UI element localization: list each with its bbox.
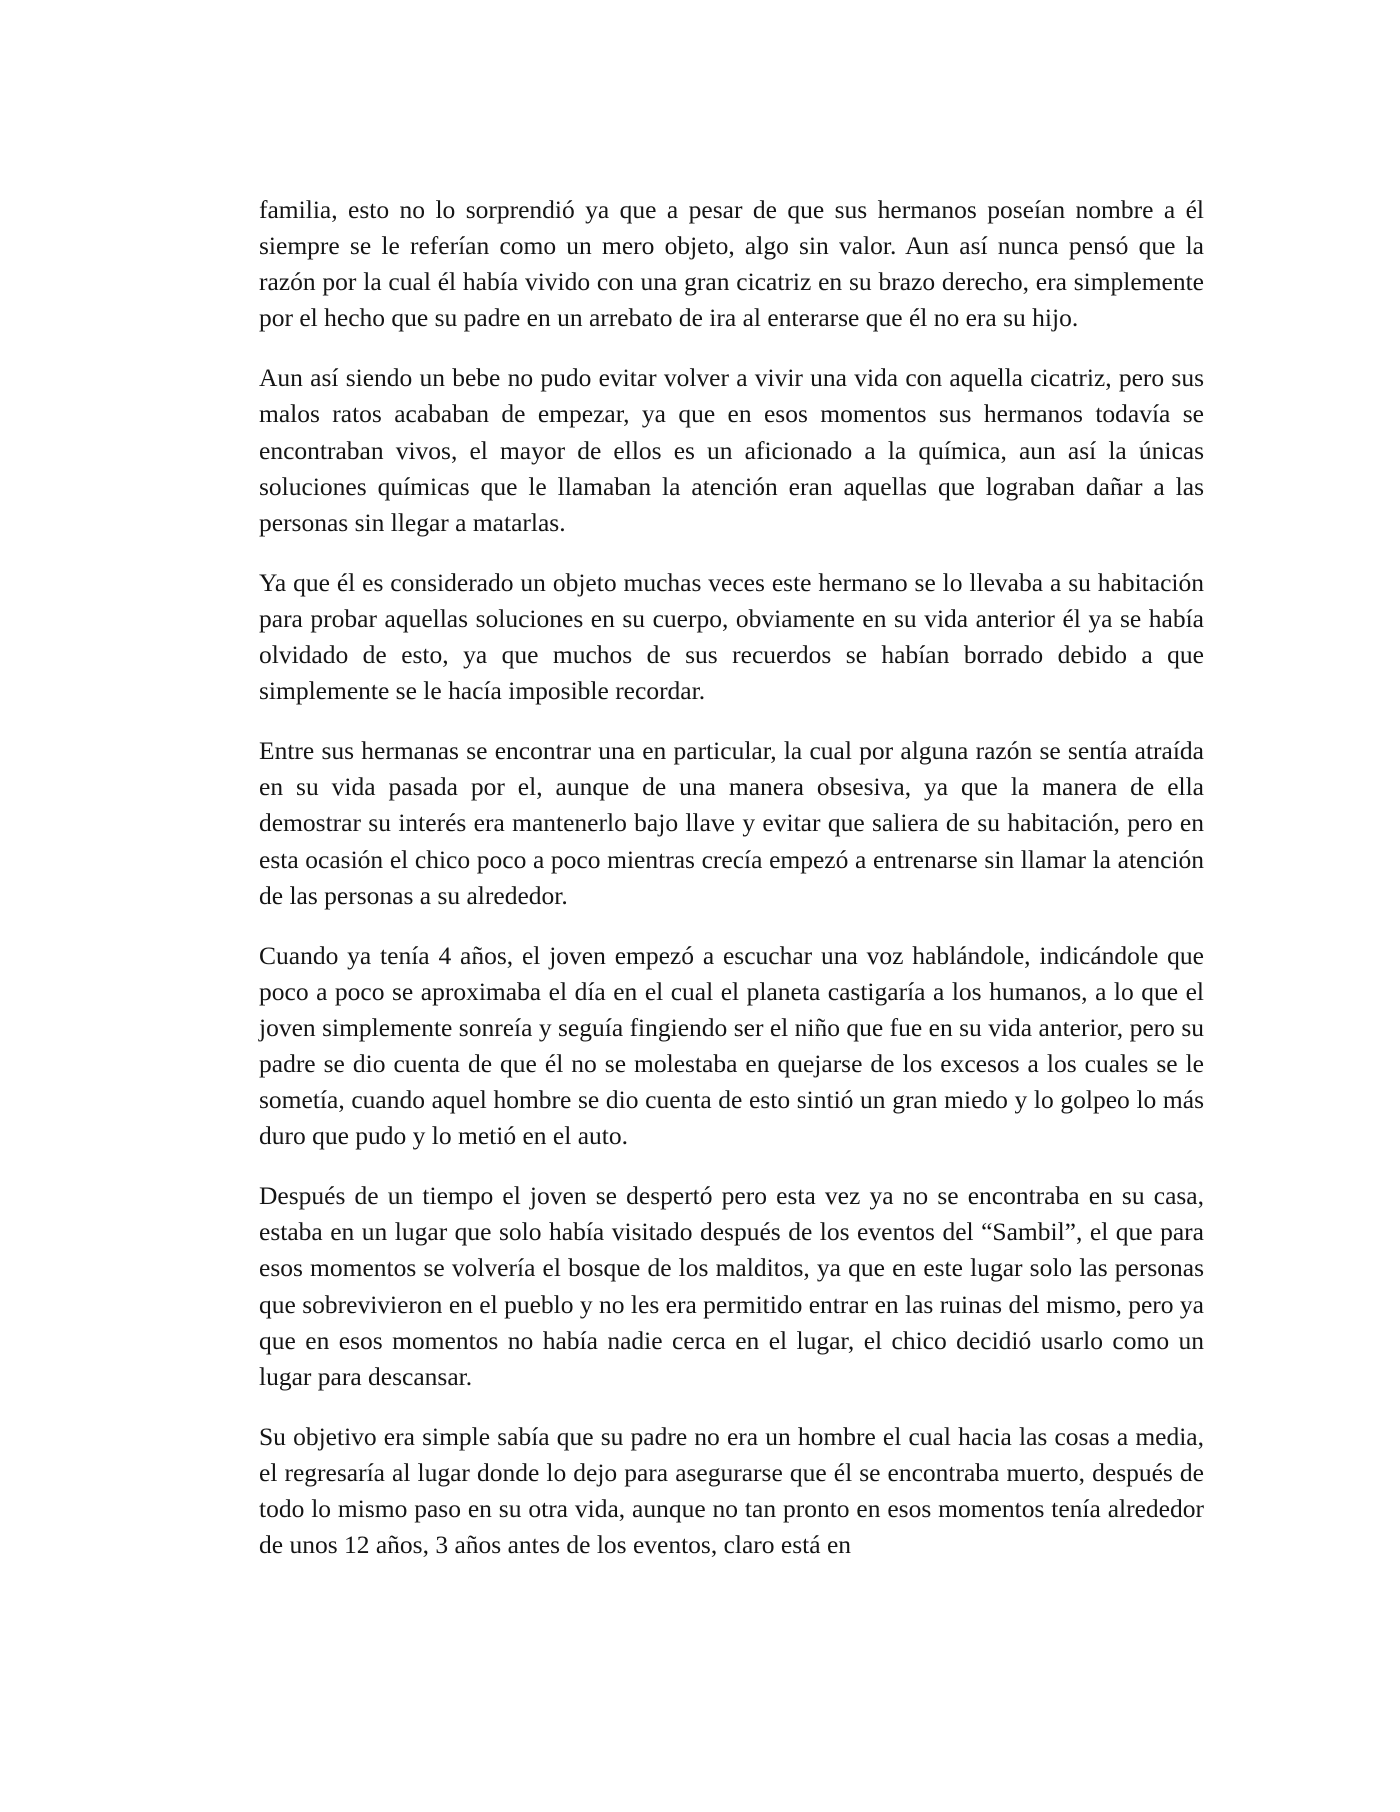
body-text	[259, 192, 1204, 1587]
paragraph: Entre sus hermanas se encontrar una en particular, la cual por alguna razón se sentía atraída en su vida pasada por el, aunque de una manera obsesiva, ya que la manera de ella demostrar su interés era mantenerlo bajo llave y evitar que saliera de su habitación, pero en esta ocasión el chico poco a poco mientras crecía empezó a entrenarse sin llamar la atención de las personas a su alrededor.	[259, 736, 1204, 910]
paragraph: Su objetivo era simple sabía que su padre no era un hombre el cual hacia las cosas a media, el regresaría al lugar donde lo dejo para asegurarse que él se encontraba muerto, después de todo lo mismo paso en su otra vida, aunque no tan pronto en esos momentos tenía alrededor de unos 12 años, 3 años antes de los eventos, claro está en	[259, 1421, 1204, 1560]
paragraph: Aun así siendo un bebe no pudo evitar volver a vivir una vida con aquella cicatriz, pero sus malos ratos acababan de empezar, ya que en esos momentos sus hermanos todavía se encontraban vivos, el mayor de ellos es un aficionado a la química, aun así la únicas soluciones químicas que le llamaban la atención eran aquellas que lograban dañar a las personas sin llegar a matarlas.	[259, 363, 1204, 537]
paragraph: Cuando ya tenía 4 años, el joven empezó a escuchar una voz hablándole, indicándole que poco a poco se aproximaba el día en el cual el planeta castigaría a los humanos, a lo que el joven simplemente sonreía y seguía fingiendo ser el niño que fue en su vida anterior, pero su padre se dio cuenta de que él no se molestaba en quejarse de los excesos a los cuales se le sometía, cuando aquel hombre se dio cuenta de esto sintió un gran miedo y lo golpeo lo más duro que pudo y lo metió en el auto.	[259, 940, 1204, 1151]
paragraph: Ya que él es considerado un objeto muchas veces este hermano se lo llevaba a su habitación para probar aquellas soluciones en su cuerpo, obviamente en su vida anterior él ya se había olvidado de esto, ya que muchos de sus recuerdos se habían borrado debido a que simplemente se le hacía imposible recordar.	[259, 567, 1204, 706]
paragraph: Después de un tiempo el joven se despertó pero esta vez ya no se encontraba en su casa, estaba en un lugar que solo había visitado después de los eventos del “Sambil”, el que para esos momentos se volvería el bosque de los malditos, ya que en este lugar solo las personas que sobrevivieron en el pueblo y no les era permitido entrar en las ruinas del mismo, pero ya que en esos momentos no había nadie cerca en el lugar, el chico decidió usarlo como un lugar para descansar.	[259, 1181, 1204, 1391]
paragraph: familia, esto no lo sorprendió ya que a pesar de que sus hermanos poseían nombre a él siempre se le referían como un mero objeto, algo sin valor. Aun así nunca pensó que la razón por la cual él había vivido con una gran cicatriz en su brazo derecho, era simplemente por el hecho que su padre en un arrebato de ira al enterarse que él no era su hijo.	[259, 195, 1204, 333]
